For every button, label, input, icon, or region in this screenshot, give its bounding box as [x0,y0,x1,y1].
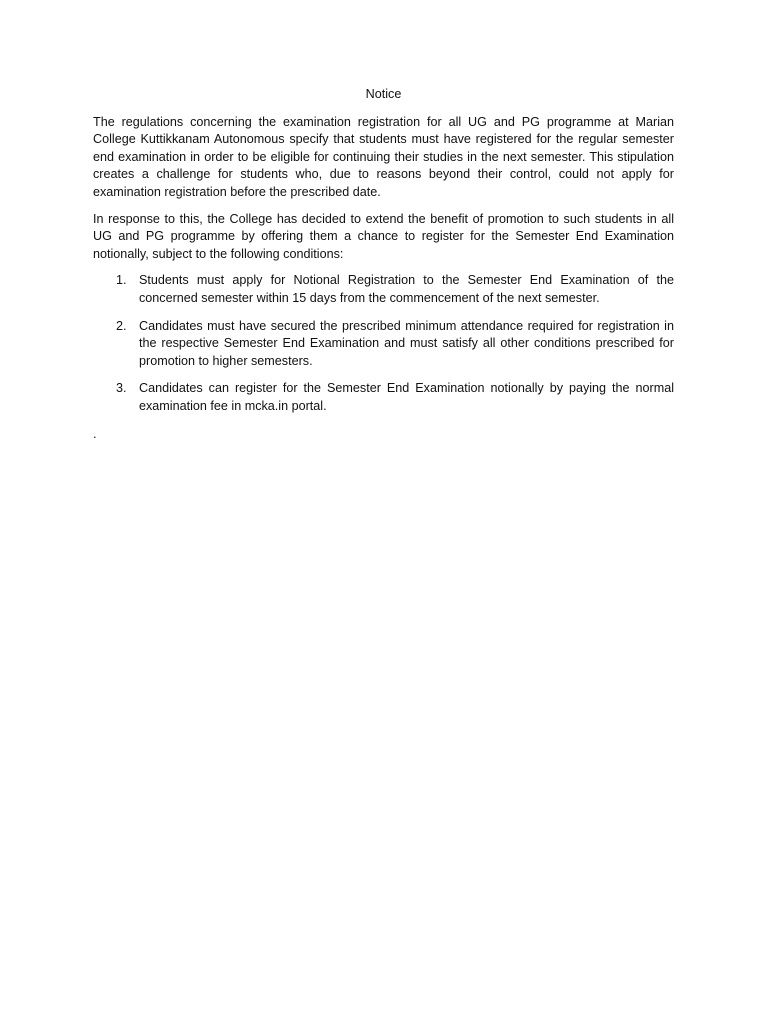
list-item [93,272,674,307]
list-item-number: 2. [116,318,127,333]
conditions-list [93,272,674,415]
notice-title: Notice [365,87,402,101]
list-item-number: 1. [116,273,127,288]
response-paragraph: In response to this, the College has decided to extend the benefit of promotion to such students in all UG and PG programme by offering them a chance to register for the Semester End Examination notionally, subject to the following conditions: [93,211,674,261]
list-item [93,318,674,371]
list-item [93,380,674,415]
list-item-text: Candidates must have secured the prescribed minimum attendance required for registration in the respective Semester End Examination and must satisfy all other conditions prescribed for promotion to higher semesters. [139,318,674,368]
list-item-text: Candidates can register for the Semester End Examination notionally by paying the normal examination fee in mcka.in portal. [139,381,674,413]
list-item-text: Students must apply for Notional Registration to the Semester End Examination of the concerned semester within 15 days from the commencement of the next semester. [139,273,674,305]
notice-document [93,86,674,443]
list-item-number: 3. [116,381,127,396]
regulations-paragraph: The regulations concerning the examination registration for all UG and PG programme at Marian College Kuttikkanam Autonomous specify that students must have registered for the regular semester end examination in order to be eligible for continuing their studies in the next semester. This stipulation creates a challenge for students who, due to reasons beyond their control, could not apply for examination registration before the prescribed date. [93,114,674,199]
trailing-period: . [93,426,97,441]
